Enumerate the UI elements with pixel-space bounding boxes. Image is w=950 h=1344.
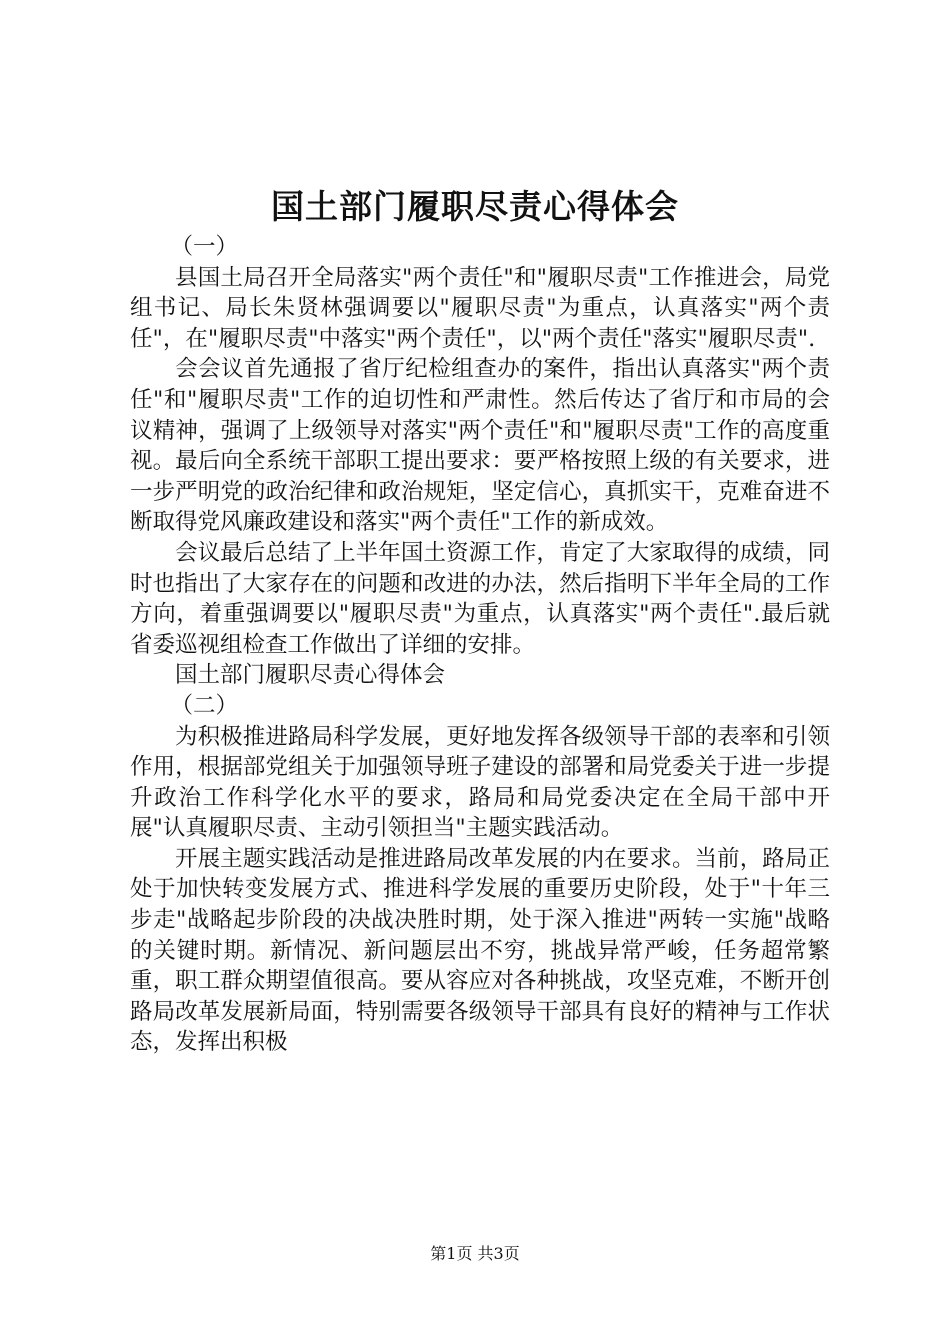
paragraph: 会会议首先通报了省厅纪检组查办的案件，指出认真落实"两个责任"和"履职尽责"工作的迫切性和严肃性。然后传达了省厅和市局的会议精神，强调了上级领导对落实"两个责任"和"履职尽责"工作的高度重视。最后向全系统干部职工提出要求：要严格按照上级的有关要求，进一步严明党的政治纪律和政治规矩，坚定信心，真抓实干，克难奋进不断取得党风廉政建设和落实"两个责任"工作的新成效。	[130, 356, 830, 536]
page-number: 第1页 共3页	[430, 1244, 520, 1263]
section-marker-2: （二）	[170, 692, 239, 719]
paragraph: 会议最后总结了上半年国土资源工作，肯定了大家取得的成绩，同时也指出了大家存在的问题和改进的办法，然后指明下半年全局的工作方向，着重强调要以"履职尽责"为重点，认真落实"两个责任".最后就省委巡视组检查工作做出了详细的安排。	[130, 539, 830, 658]
section-heading: 国土部门履职尽责心得体会	[175, 662, 446, 689]
paragraph: 县国土局召开全局落实"两个责任"和"履职尽责"工作推进会，局党组书记、局长朱贤林强调要以"履职尽责"为重点，认真落实"两个责任"，在"履职尽责"中落实"两个责任"，以"两个责任"落实"履职尽责".	[130, 264, 830, 352]
paragraph: 开展主题实践活动是推进路局改革发展的内在要求。当前，路局正处于加快转变发展方式、推进科学发展的重要历史阶段，处于"十年三步走"战略起步阶段的决战决胜时期，处于深入推进"两转一实施"战略的关键时期。新情况、新问题层出不穷，挑战异常严峻，任务超常繁重，职工群众期望值很高。要从容应对各种挑战，攻坚克难，不断开创路局改革发展新局面，特别需要各级领导干部具有良好的精神与工作状态，发挥出积极	[130, 845, 830, 1056]
document-title: 国土部门履职尽责心得体会	[271, 187, 679, 226]
document-body	[130, 232, 830, 1058]
paragraph: 为积极推进路局科学发展，更好地发挥各级领导干部的表率和引领作用，根据部党组关于加强领导班子建设的部署和局党委关于进一步提升政治工作科学化水平的要求，路局和局党委决定在全局干部中开展"认真履职尽责、主动引领担当"主题实践活动。	[130, 723, 830, 842]
section-marker-1: （一）	[170, 234, 239, 260]
